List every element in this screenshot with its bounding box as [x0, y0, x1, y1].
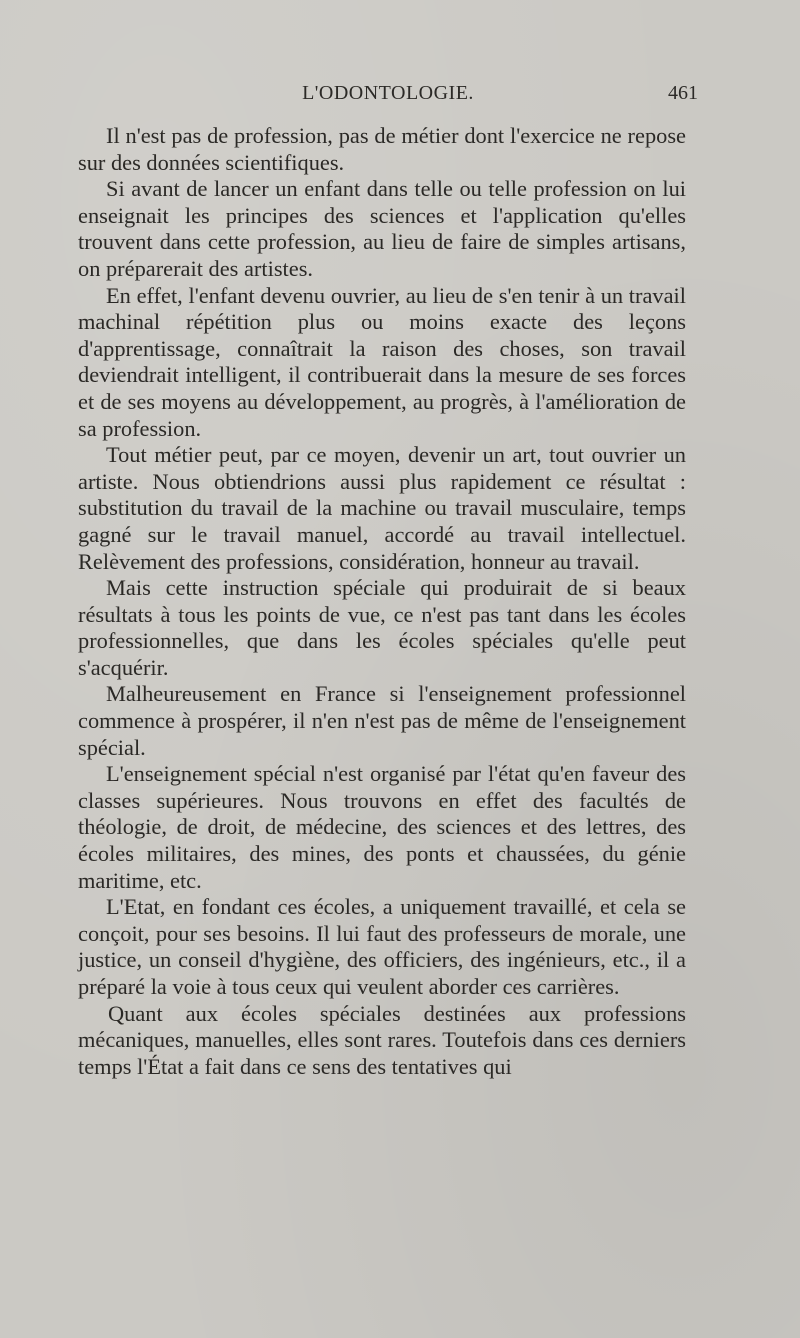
paragraph-9: Quant aux écoles spéciales destinées aux professions mécaniques, manuelles, elles sont rares. Toutefois dans ces derniers temps l'État a fait dans ce sens des tentatives qui: [78, 1000, 686, 1079]
page-number: 461: [668, 82, 698, 104]
paragraph-3: En effet, l'enfant devenu ouvrier, au lieu de s'en tenir à un travail machinal répétition plus ou moins exacte des leçons d'apprentissage, connaîtrait la raison des choses, son travail deviendrait intelligent, il contribuerait dans la mesure de ses forces et de ses moyens au développement, au progrès, à l'amélioration de sa profession.: [78, 282, 686, 441]
paragraph-7: L'enseignement spécial n'est organisé par l'état qu'en faveur des classes supérieures. Nous trouvons en effet des facultés de théologie, de droit, de médecine, des sciences et des lettres, des écoles militaires, des mines, des ponts et chaussées, du génie maritime, etc.: [78, 761, 686, 893]
paragraph-8: L'Etat, en fondant ces écoles, a uniquement travaillé, et cela se conçoit, pour ses besoins. Il lui faut des professeurs de morale, une justice, un conseil d'hygiène, des officiers, des ingénieurs, etc., il a préparé la voie à tous ceux qui veulent aborder ces carrières.: [78, 894, 686, 999]
paragraph-5: Mais cette instruction spéciale qui produirait de si beaux résultats à tous les points de vue, ce n'est pas tant dans les écoles professionnelles, que dans les écoles spéciales qu'elle peut s'acquérir.: [78, 575, 686, 680]
running-title: L'ODONTOLOGIE.: [302, 82, 474, 104]
running-head: [78, 82, 698, 112]
paragraph-1: Il n'est pas de profession, pas de métier dont l'exercice ne repose sur des données scientifiques.: [78, 123, 686, 175]
paragraph-4: Tout métier peut, par ce moyen, devenir un art, tout ouvrier un artiste. Nous obtiendrions aussi plus rapidement ce résultat : substitution du travail de la machine ou travail musculaire, temps gagné sur le travail manuel, accordé au travail intellectuel. Relèvement des professions, considération, honneur au travail.: [78, 442, 686, 574]
paragraph-2: Si avant de lancer un enfant dans telle ou telle profession on lui enseignait les principes des sciences et l'application qu'elles trouvent dans cette profession, au lieu de faire de simples artisans, on préparerait des artistes.: [78, 176, 686, 281]
paragraph-6: Malheureusement en France si l'enseignement professionnel commence à prospérer, il n'en n'est pas de même de l'enseignement spécial.: [78, 681, 686, 760]
body-text: [78, 123, 686, 1080]
